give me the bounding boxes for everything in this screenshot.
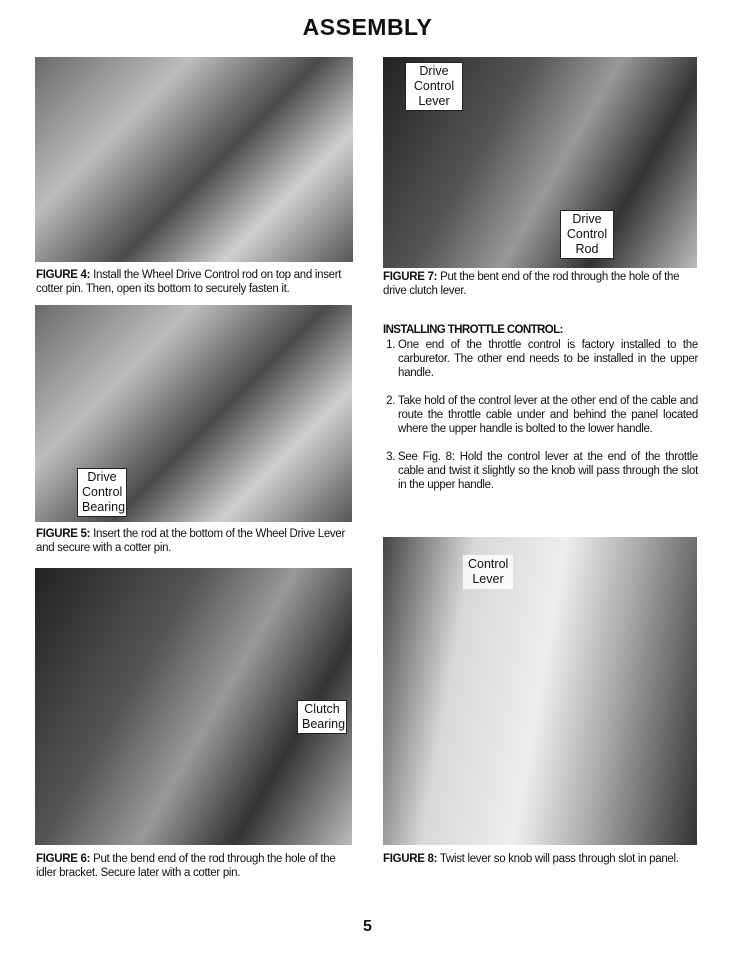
- figure-7-photo: [383, 57, 697, 268]
- figure-7-label: FIGURE 7:: [383, 271, 438, 283]
- instructions-heading: INSTALLING THROTTLE CONTROL:: [383, 324, 563, 336]
- figure-4-caption: [36, 268, 354, 296]
- figure-8-photo: [383, 537, 697, 845]
- callout-drive-control-lever: Drive Control Lever: [405, 62, 463, 111]
- figure-7-text: Put the bent end of the rod through the hole of the drive clutch lever.: [383, 271, 680, 297]
- figure-5-caption: [36, 527, 354, 555]
- figure-8-caption: [383, 852, 713, 866]
- figure-5-text: Insert the rod at the bottom of the Wheel Drive Lever and secure with a cotter pin.: [36, 528, 346, 554]
- throttle-instructions: [383, 323, 698, 506]
- figure-6-label: FIGURE 6:: [36, 853, 91, 865]
- callout-clutch-bearing: Clutch Bearing: [297, 700, 347, 734]
- figure-5-photo: [35, 305, 352, 522]
- figure-4-label: FIGURE 4:: [36, 269, 91, 281]
- figure-4-text: Install the Wheel Drive Control rod on top and insert cotter pin. Then, open its bottom to securely fasten it.: [36, 269, 342, 295]
- instruction-step: 1. One end of the throttle control is factory installed to the carburetor. The other end needs to be installed in the upper handle.: [398, 338, 698, 380]
- page-title: ASSEMBLY: [302, 14, 433, 40]
- figure-4-photo: [35, 57, 353, 262]
- figure-6-caption: [36, 852, 354, 880]
- callout-control-lever: Control Lever: [463, 555, 513, 589]
- figure-7-caption: [383, 270, 701, 298]
- figure-5-label: FIGURE 5:: [36, 528, 91, 540]
- figure-6-photo: [35, 568, 352, 845]
- figure-6-text: Put the bend end of the rod through the hole of the idler bracket. Secure later with a cotter pin.: [36, 853, 336, 879]
- callout-drive-control-rod: Drive Control Rod: [560, 210, 614, 259]
- figure-8-label: FIGURE 8:: [383, 853, 438, 865]
- figure-8-text: Twist lever so knob will pass through slot in panel.: [439, 853, 679, 865]
- callout-drive-control-bearing: Drive Control Bearing: [77, 468, 127, 517]
- instruction-step: 2. Take hold of the control lever at the other end of the cable and route the throttle cable under and behind the panel located where the upper handle is bolted to the lower handle.: [398, 394, 698, 436]
- instruction-step: 3. See Fig. 8: Hold the control lever at the end of the throttle cable and twist it slightly so the knob will pass through the slot in the upper handle.: [398, 450, 698, 492]
- page-number: 5: [363, 918, 372, 935]
